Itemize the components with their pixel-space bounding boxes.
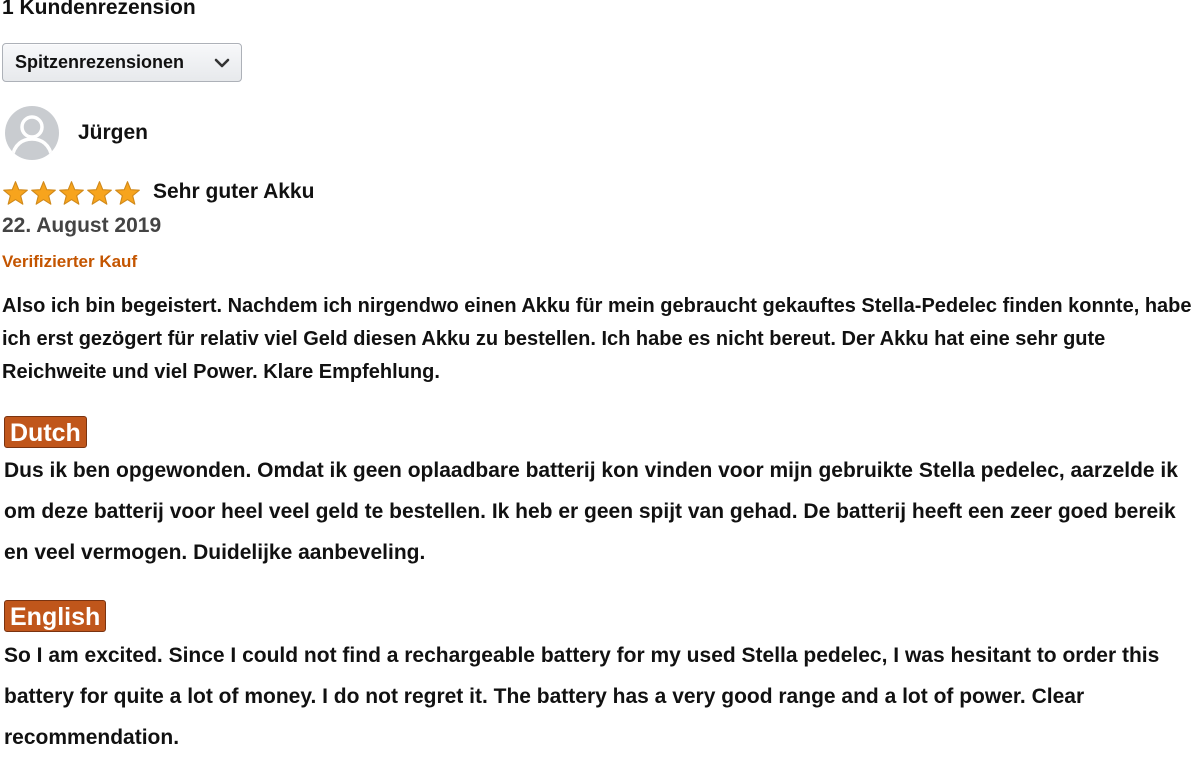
star-filled-icon (86, 180, 113, 207)
sort-dropdown-label: Spitzenrezensionen (15, 52, 185, 72)
star-filled-icon (2, 180, 29, 207)
language-badge-dutch: Dutch (4, 416, 87, 448)
chevron-down-icon (213, 54, 231, 72)
star-filled-icon (114, 180, 141, 207)
star-filled-icon (58, 180, 85, 207)
translation-dutch: Dus ik ben opgewonden. Omdat ik geen oplaadbare batterij kon vinden voor mijn gebruikte Stella pedelec, aarzelde ik om deze batterij voor heel veel geld te bestellen. Ik heb er geen spijt van gehad. De batterij heeft een zeer goed bereik en veel vermogen. Duidelijke aanbeveling. (4, 459, 1178, 564)
star-filled-icon (30, 180, 57, 207)
translation-english: So I am excited. Since I could not find a rechargeable battery for my used Stella pedelec, I was hesitant to order this battery for quite a lot of money. I do not regret it. The battery has a very good range and a lot of power. Clear recommendation. (4, 644, 1160, 749)
review-count: 1 Kundenrezension (2, 0, 196, 19)
user-avatar-icon (5, 106, 59, 160)
verified-purchase-badge[interactable]: Verifizierter Kauf (2, 252, 138, 271)
reviewer-name[interactable]: Jürgen (78, 121, 149, 144)
language-badge-english: English (4, 600, 106, 632)
review-date: 22. August 2019 (2, 214, 162, 237)
star-rating[interactable] (2, 180, 141, 207)
sort-dropdown[interactable] (2, 43, 242, 82)
review-title[interactable]: Sehr guter Akku (153, 180, 315, 203)
review-body: Also ich bin begeistert. Nachdem ich nirgendwo einen Akku für mein gebraucht gekauftes Stella-Pedelec finden konnte, habe ich erst gezögert für relativ viel Geld diesen Akku zu bestellen. Ich habe es nicht bereut. Der Akku hat eine sehr gute Reichweite und viel Power. Klare Empfehlung. (2, 295, 1192, 383)
